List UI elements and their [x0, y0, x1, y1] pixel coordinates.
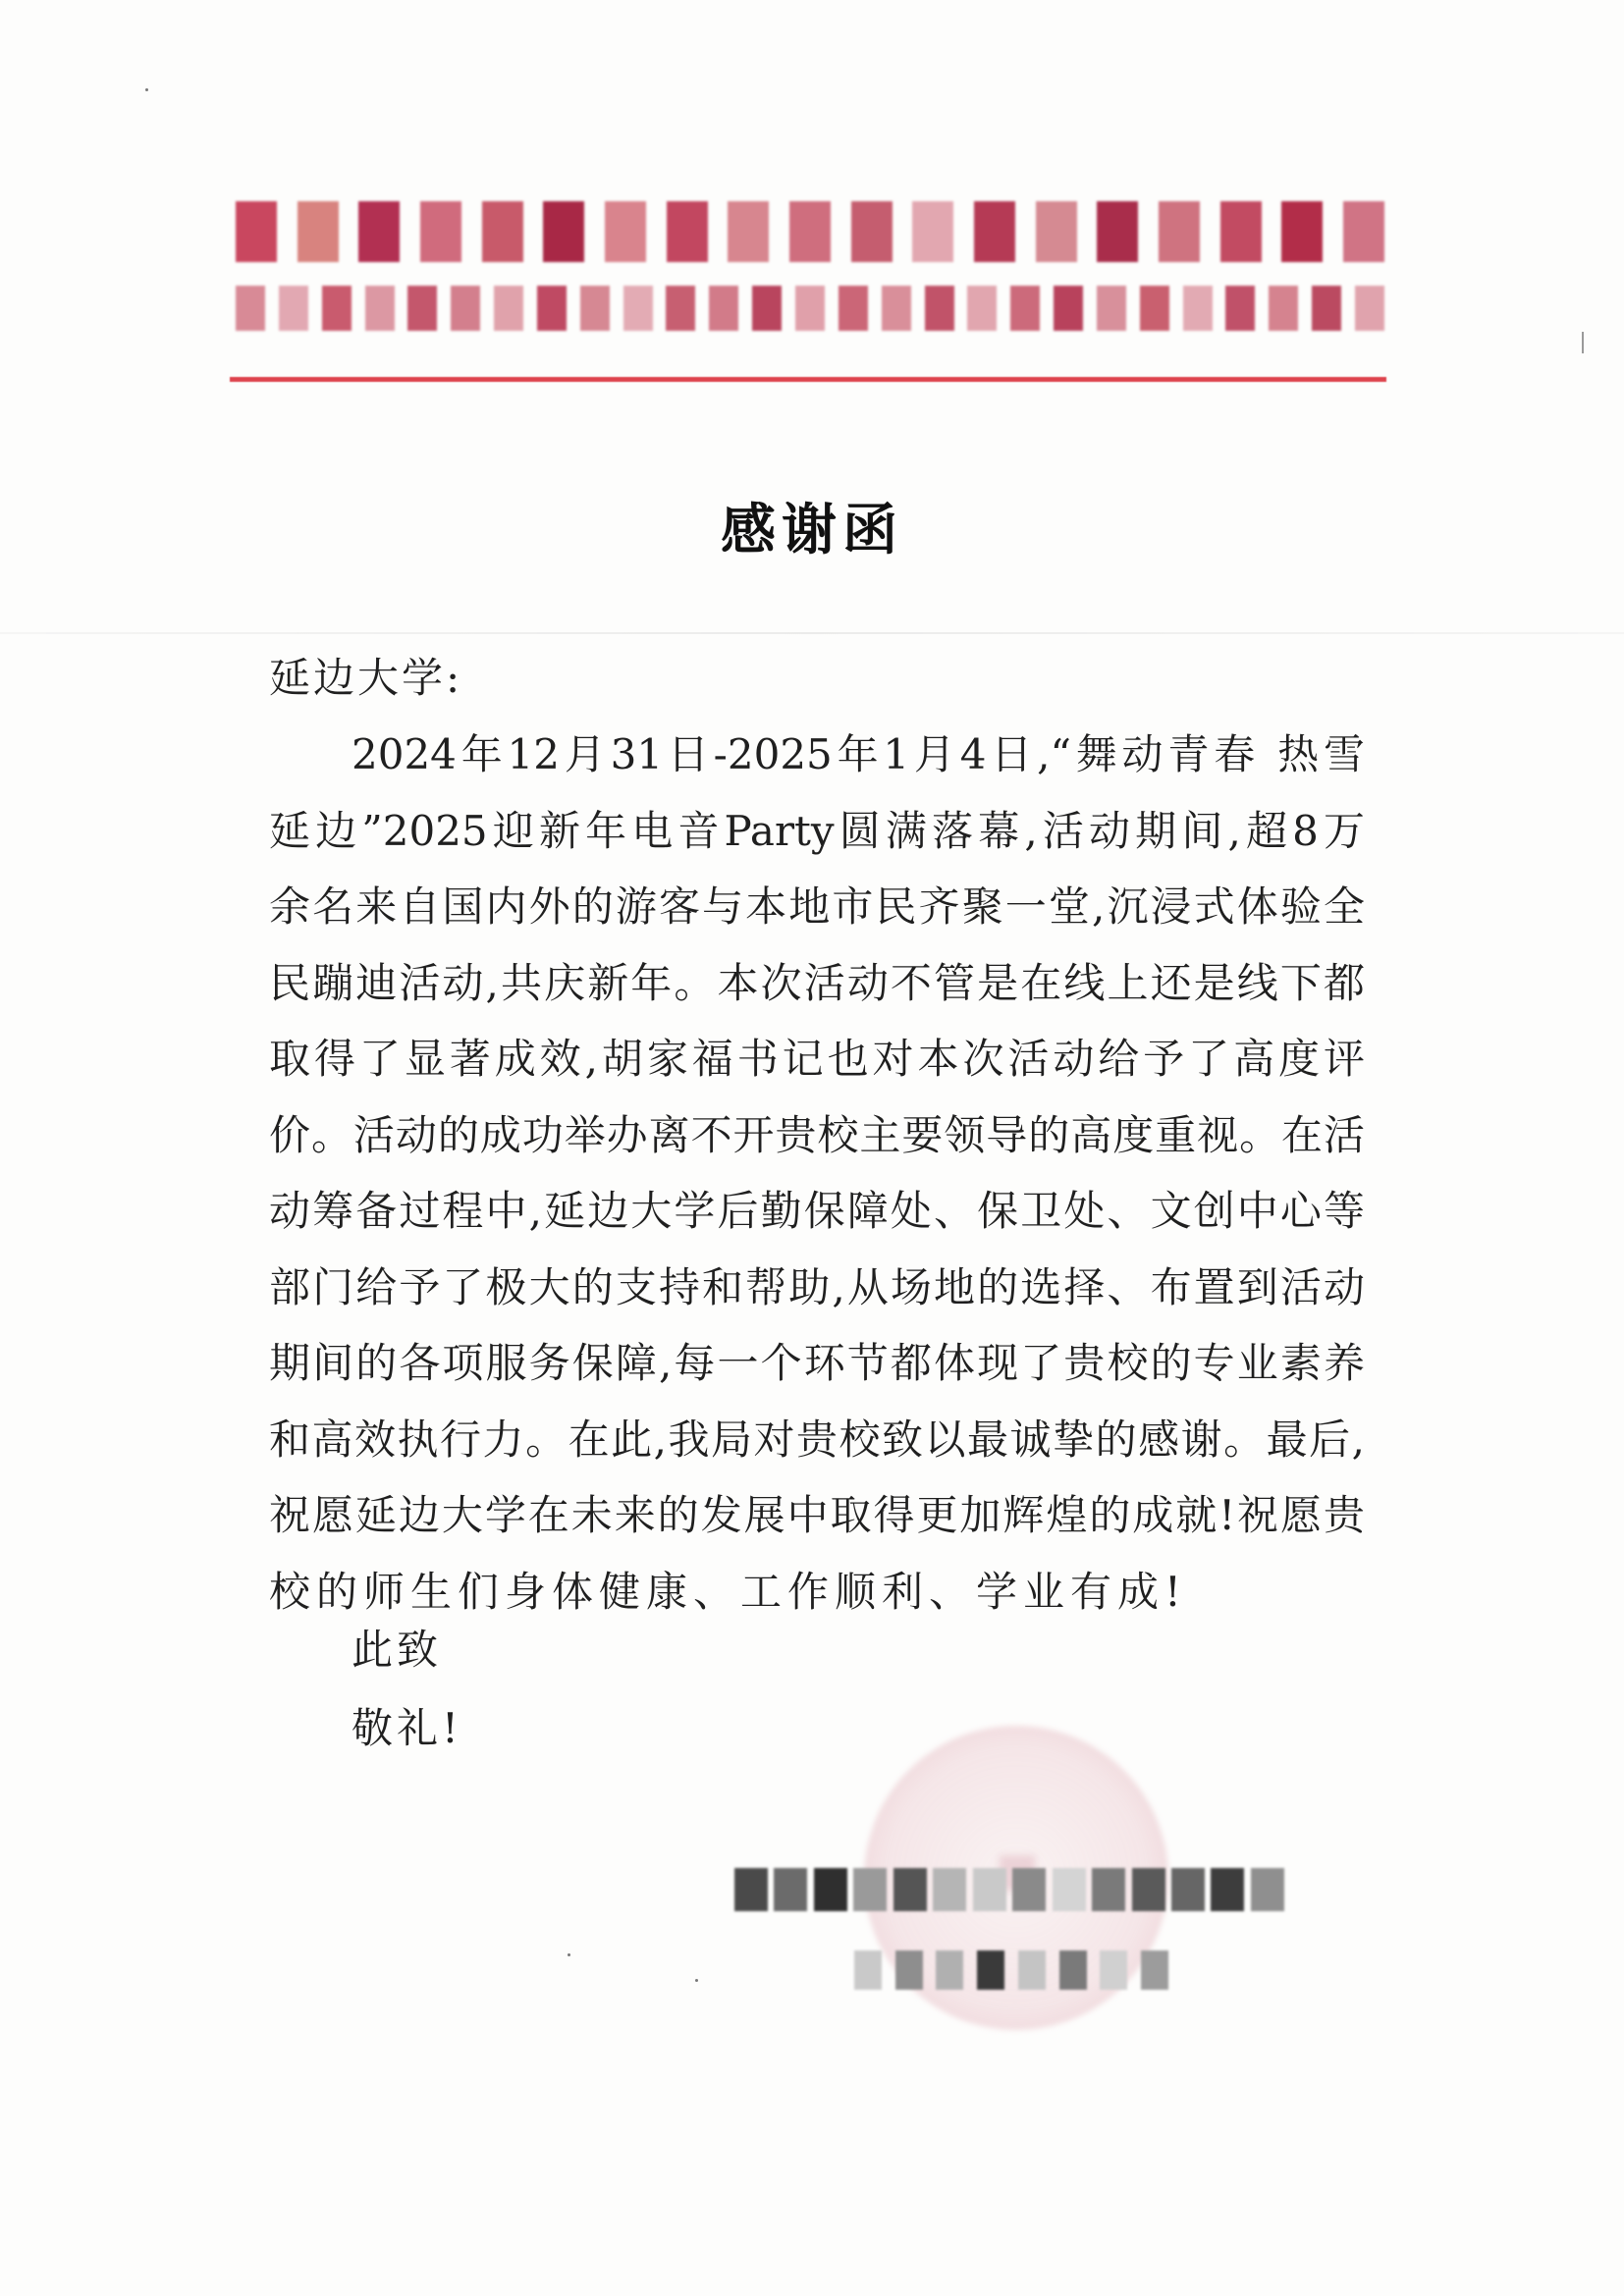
- redacted-glyph: [1012, 1868, 1046, 1911]
- redacted-glyph: [814, 1868, 847, 1911]
- redacted-glyph: [365, 286, 395, 331]
- signature-date-redacted: [854, 1946, 1168, 1995]
- redacted-glyph: [974, 201, 1015, 262]
- scan-edge-mark: [1582, 332, 1584, 353]
- redacted-glyph: [789, 201, 831, 262]
- letterhead-red-rule: [230, 377, 1386, 382]
- redacted-glyph: [236, 201, 277, 262]
- redacted-glyph: [1054, 286, 1083, 331]
- redacted-glyph: [1159, 201, 1200, 262]
- scan-speck: [145, 88, 148, 91]
- body-line: 价。活动的成功举办离不开贵校主要领导的高度重视。在活: [269, 1110, 1365, 1159]
- redacted-glyph: [279, 286, 308, 331]
- body-line: 祝愿延边大学在未来的发展中取得更加辉煌的成就!祝愿贵: [269, 1491, 1365, 1539]
- redacted-glyph: [728, 201, 769, 262]
- redacted-glyph: [854, 1950, 882, 1990]
- redacted-glyph: [795, 286, 825, 331]
- body-line: 部门给予了极大的支持和帮助,从场地的选择、布置到活动: [269, 1262, 1365, 1311]
- redacted-glyph: [605, 201, 646, 262]
- redacted-glyph: [1092, 1868, 1125, 1911]
- redacted-glyph: [709, 286, 738, 331]
- redacted-glyph: [1211, 1868, 1244, 1911]
- redacted-glyph: [895, 1950, 923, 1990]
- redacted-glyph: [851, 201, 893, 262]
- redacted-glyph: [667, 201, 708, 262]
- salutation: 延边大学:: [269, 654, 463, 702]
- redacted-glyph: [1251, 1868, 1284, 1911]
- scan-speck: [695, 1979, 698, 1982]
- body-line: 和高效执行力。在此,我局对贵校致以最诚挚的感谢。最后,: [269, 1415, 1365, 1464]
- redacted-glyph: [882, 286, 911, 331]
- redacted-glyph: [1059, 1950, 1087, 1990]
- redacted-glyph: [298, 201, 339, 262]
- redacted-glyph: [451, 286, 480, 331]
- redacted-glyph: [537, 286, 567, 331]
- redacted-glyph: [839, 286, 868, 331]
- scan-speck: [568, 1953, 570, 1956]
- redacted-glyph: [1171, 1868, 1205, 1911]
- redacted-glyph: [925, 286, 954, 331]
- redacted-glyph: [1010, 286, 1040, 331]
- redacted-glyph: [936, 1950, 963, 1990]
- redacted-glyph: [1225, 286, 1255, 331]
- redacted-glyph: [967, 286, 997, 331]
- letter-body: [269, 717, 1365, 1629]
- redacted-glyph: [853, 1868, 887, 1911]
- signature-org-name-redacted: [734, 1865, 1284, 1914]
- closing-line-1: 此致: [352, 1626, 443, 1674]
- paper-fold-line: [0, 632, 1624, 634]
- redacted-glyph: [1132, 1868, 1165, 1911]
- redacted-glyph: [1312, 286, 1341, 331]
- redacted-glyph: [322, 286, 352, 331]
- redacted-glyph: [407, 286, 437, 331]
- redacted-glyph: [420, 201, 461, 262]
- redacted-glyph: [1183, 286, 1213, 331]
- redacted-glyph: [774, 1868, 807, 1911]
- redacted-glyph: [1269, 286, 1298, 331]
- body-line: 校的师生们身体健康、工作顺利、学业有成!: [269, 1567, 1187, 1616]
- redacted-glyph: [623, 286, 653, 331]
- closing-line-2: 敬礼!: [352, 1704, 462, 1752]
- redacted-glyph: [1343, 201, 1384, 262]
- redacted-glyph: [666, 286, 695, 331]
- redacted-glyph: [977, 1950, 1004, 1990]
- redacted-glyph: [236, 286, 265, 331]
- body-line: 民蹦迪活动,共庆新年。本次活动不管是在线上还是线下都: [269, 958, 1365, 1007]
- redacted-glyph: [973, 1868, 1006, 1911]
- body-line: 延边”2025迎新年电音Party圆满落幕,活动期间,超8万: [269, 806, 1365, 855]
- redacted-glyph: [482, 201, 523, 262]
- redacted-glyph: [1355, 286, 1384, 331]
- redacted-glyph: [1097, 286, 1126, 331]
- redacted-glyph: [1281, 201, 1323, 262]
- redacted-glyph: [1140, 286, 1169, 331]
- redacted-glyph: [933, 1868, 966, 1911]
- redacted-glyph: [1220, 201, 1262, 262]
- body-line: 期间的各项服务保障,每一个环节都体现了贵校的专业素养: [269, 1339, 1365, 1387]
- redacted-glyph: [734, 1868, 768, 1911]
- letterhead-org-name-redacted: [236, 196, 1384, 267]
- redacted-glyph: [580, 286, 610, 331]
- redacted-glyph: [893, 1868, 927, 1911]
- body-line: 取得了显著成效,胡家福书记也对本次活动给予了高度评: [269, 1035, 1365, 1083]
- letterhead: [236, 196, 1384, 344]
- redacted-glyph: [494, 286, 523, 331]
- redacted-glyph: [1036, 201, 1077, 262]
- redacted-glyph: [543, 201, 584, 262]
- redacted-glyph: [752, 286, 782, 331]
- body-line: 余名来自国内外的游客与本地市民齐聚一堂,沉浸式体验全: [269, 882, 1365, 931]
- letter-title: 感谢函: [721, 498, 903, 562]
- redacted-glyph: [1141, 1950, 1168, 1990]
- redacted-glyph: [1097, 201, 1138, 262]
- redacted-glyph: [912, 201, 953, 262]
- redacted-glyph: [1018, 1950, 1046, 1990]
- body-line: 2024年12月31日-2025年1月4日,“舞动青春 热雪: [352, 730, 1365, 778]
- redacted-glyph: [1053, 1868, 1086, 1911]
- body-line: 动筹备过程中,延边大学后勤保障处、保卫处、文创中心等: [269, 1187, 1365, 1235]
- redacted-glyph: [358, 201, 400, 262]
- letterhead-org-subtitle-redacted: [236, 281, 1384, 336]
- redacted-glyph: [1100, 1950, 1127, 1990]
